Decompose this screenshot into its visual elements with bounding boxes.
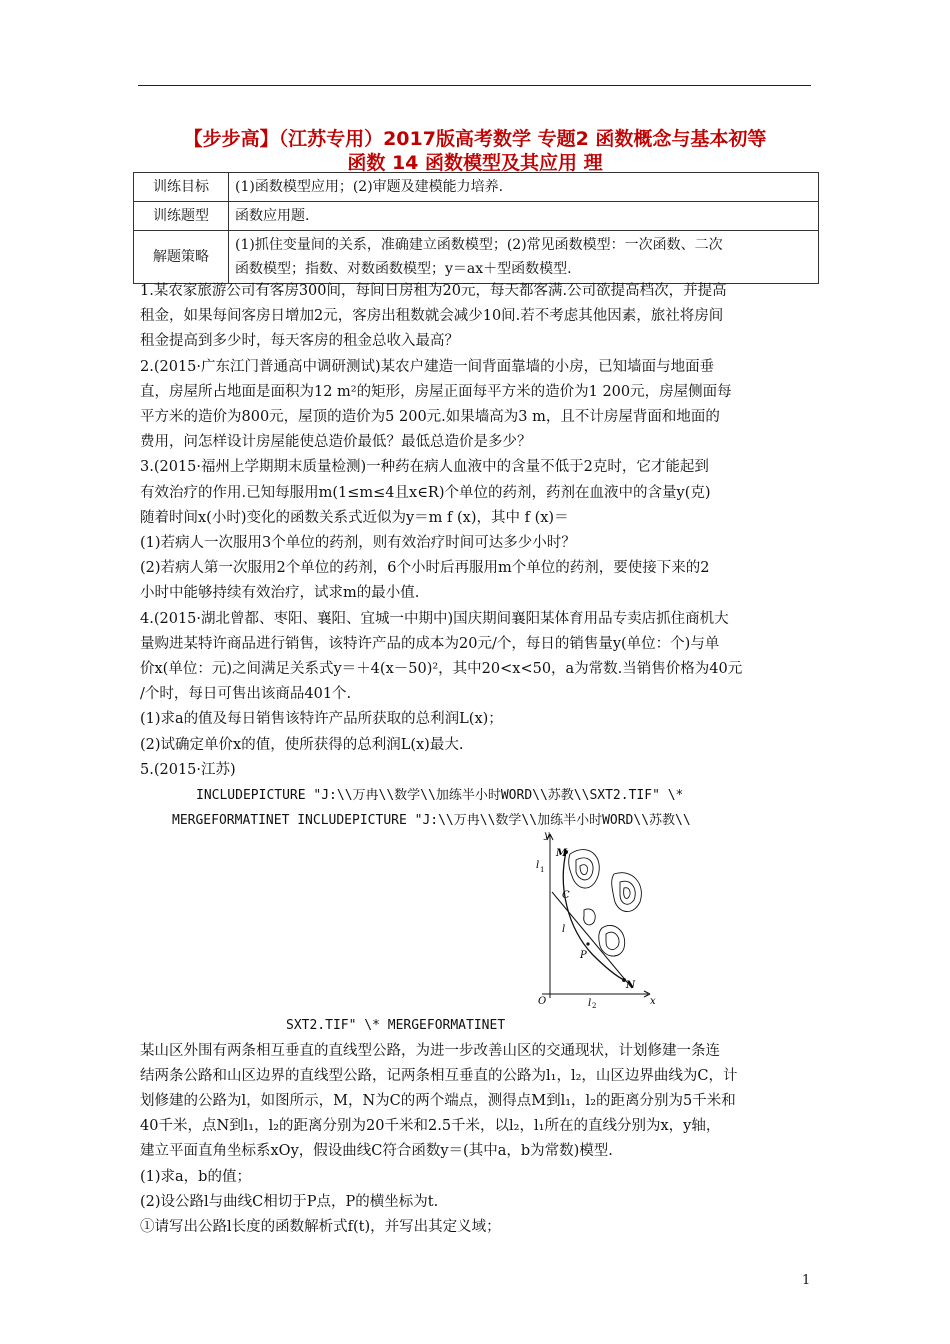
training-info-table	[133, 172, 819, 284]
figure-label-o: O	[538, 996, 547, 1007]
contour-lines	[569, 850, 642, 957]
figure-label-x: x	[650, 996, 656, 1007]
text-line: 5.(2015·江苏)	[140, 761, 236, 778]
text-line: 40千米，点N到l₁，l₂的距离分别为20千米和2.5千米，以l₂，l₁所在的直线分别为x，y轴，	[140, 1118, 721, 1135]
text-line: 有效治疗的作用.已知每服用m(1≤m≤4且x∈R)个单位的药剂，药剂在血液中的含量y(克)	[140, 484, 711, 501]
table-row	[134, 202, 819, 231]
text-line: (1)求a的值及每日销售该特许产品所获取的总利润L(x)；	[140, 711, 503, 728]
problem-body	[140, 279, 820, 1240]
table-row	[134, 231, 819, 284]
text-line: 价x(单位：元)之间满足关系式y＝＋4(x－50)²，其中20<x<50，a为常数.当销售价格为40元	[140, 661, 743, 678]
title-line-1: 【步步高】（江苏专用）2017版高考数学 专题2 函数概念与基本初等	[183, 128, 767, 150]
figure-label-l2: l	[588, 998, 592, 1008]
figure-label-p: P	[580, 950, 587, 961]
road-l-line	[552, 892, 632, 988]
top-rule	[138, 85, 811, 86]
text-line: (2)若病人第一次服用2个单位的药剂，6个小时后再服用m个单位的药剂，要使接下来的2	[140, 560, 710, 577]
point-p	[586, 942, 589, 945]
figure-label-m: M	[556, 848, 568, 859]
text-line: 平方米的造价为800元，屋顶的造价为5 200元.如果墙高为3 m，且不计房屋背面和地面的	[140, 409, 720, 426]
text-line: 划修建的公路为l，如图所示，M，N为C的两个端点，测得点M到l₁，l₂的距离分别为5千米和	[140, 1093, 736, 1110]
figure-label-l: l	[562, 924, 566, 935]
table-key: 训练目标	[134, 173, 229, 202]
table-key: 解题策略	[134, 231, 229, 284]
text-line: 建立平面直角坐标系xOy，假设曲线C符合函数y＝(其中a，b为常数)模型.	[140, 1143, 613, 1160]
text-line: 量购进某特许商品进行销售，该特许产品的成本为20元/个，每日的销售量y(单位：个)与单	[140, 635, 720, 652]
text-line: 2.(2015·广东江门普通高中调研测试)某农户建造一间背面靠墙的小房，已知墙面与地面垂	[140, 358, 715, 375]
title-line-2: 函数 14 函数模型及其应用 理	[347, 152, 603, 174]
text-line: 1.某农家旅游公司有客房300间，每间日房租为20元，每天都客满.公司欲提高档次，并提高	[140, 283, 727, 299]
table-key: 训练题型	[134, 202, 229, 231]
table-value-line: (1)抓住变量间的关系，准确建立函数模型；(2)常见函数模型：一次函数、二次	[235, 237, 723, 253]
field-code-line: MERGEFORMATINET INCLUDEPICTURE "J:\\万冉\\数学\\加练半小时WORD\\苏教\\	[172, 813, 691, 829]
field-code-tail: SXT2.TIF" \* MERGEFORMATINET	[286, 1018, 506, 1034]
text-line: ①请写出公路l长度的函数解析式f(t)，并写出其定义域；	[140, 1219, 501, 1236]
text-line: 小时中能够持续有效治疗，试求m的最小值.	[140, 585, 420, 602]
text-line: 某山区外围有两条相互垂直的直线型公路，为进一步改善山区的交通现状，计划修建一条连	[140, 1042, 720, 1059]
figure-label-y: y	[544, 830, 550, 841]
figure-label-l1-sub: 1	[540, 866, 545, 874]
figure-label-l1: l	[536, 860, 540, 871]
text-line: 直，房屋所占地面是面积为12 m²的矩形，房屋正面每平方米的造价为1 200元，房屋侧面每	[140, 383, 732, 400]
page-number: 1	[802, 1273, 811, 1288]
text-line: 3.(2015·福州上学期期末质量检测)一种药在病人血液中的含量不低于2克时，它才能起到	[140, 459, 709, 476]
text-line: (1)若病人一次服用3个单位的药剂，则有效治疗时间可达多少小时？	[140, 535, 576, 552]
figure-label-l2-sub: 2	[592, 1002, 597, 1008]
table-value: (1)函数模型应用；(2)审题及建模能力培养.	[229, 173, 819, 202]
text-line: (2)设公路l与曲线C相切于P点，P的横坐标为t.	[140, 1193, 439, 1210]
text-line: 结两条公路和山区边界的直线型公路，记两条相互垂直的公路为l₁，l₂，山区边界曲线为C，计	[140, 1067, 738, 1084]
field-code-line: INCLUDEPICTURE "J:\\万冉\\数学\\加练半小时WORD\\苏教\\SXT2.TIF" \*	[196, 788, 684, 804]
text-line: (2)试确定单价x的值，使所获得的总利润L(x)最大.	[140, 736, 464, 753]
figure-label-c: C	[562, 890, 570, 901]
table-value-line: 函数模型；指数、对数函数模型；y＝ax＋型函数模型.	[235, 261, 572, 277]
text-line: /个时，每日可售出该商品401个.	[140, 686, 352, 703]
table-value: 函数应用题.	[229, 202, 819, 231]
text-line: 租金，如果每间客房日增加2元，客房出租数就会减少10间.若不考虑其他因素，旅社将房间	[140, 308, 724, 325]
figure-label-n: N	[626, 980, 636, 991]
document-title	[130, 127, 820, 175]
text-line: 费用，问怎样设计房屋能使总造价最低？最低总造价是多少？	[140, 434, 532, 451]
figure-spacer	[140, 833, 820, 1013]
road-curve-figure	[528, 828, 668, 1008]
text-line: 租金提高到多少时，每天客房的租金总收入最高？	[140, 333, 459, 350]
table-value	[229, 231, 819, 284]
text-line: 4.(2015·湖北曾都、枣阳、襄阳、宜城一中期中)国庆期间襄阳某体育用品专卖店抓住商机大	[140, 610, 729, 627]
text-line: (1)求a，b的值；	[140, 1168, 251, 1185]
text-line: 随着时间x(小时)变化的函数关系式近似为y＝m f (x)，其中 f (x)＝	[140, 509, 569, 526]
table-row	[134, 173, 819, 202]
